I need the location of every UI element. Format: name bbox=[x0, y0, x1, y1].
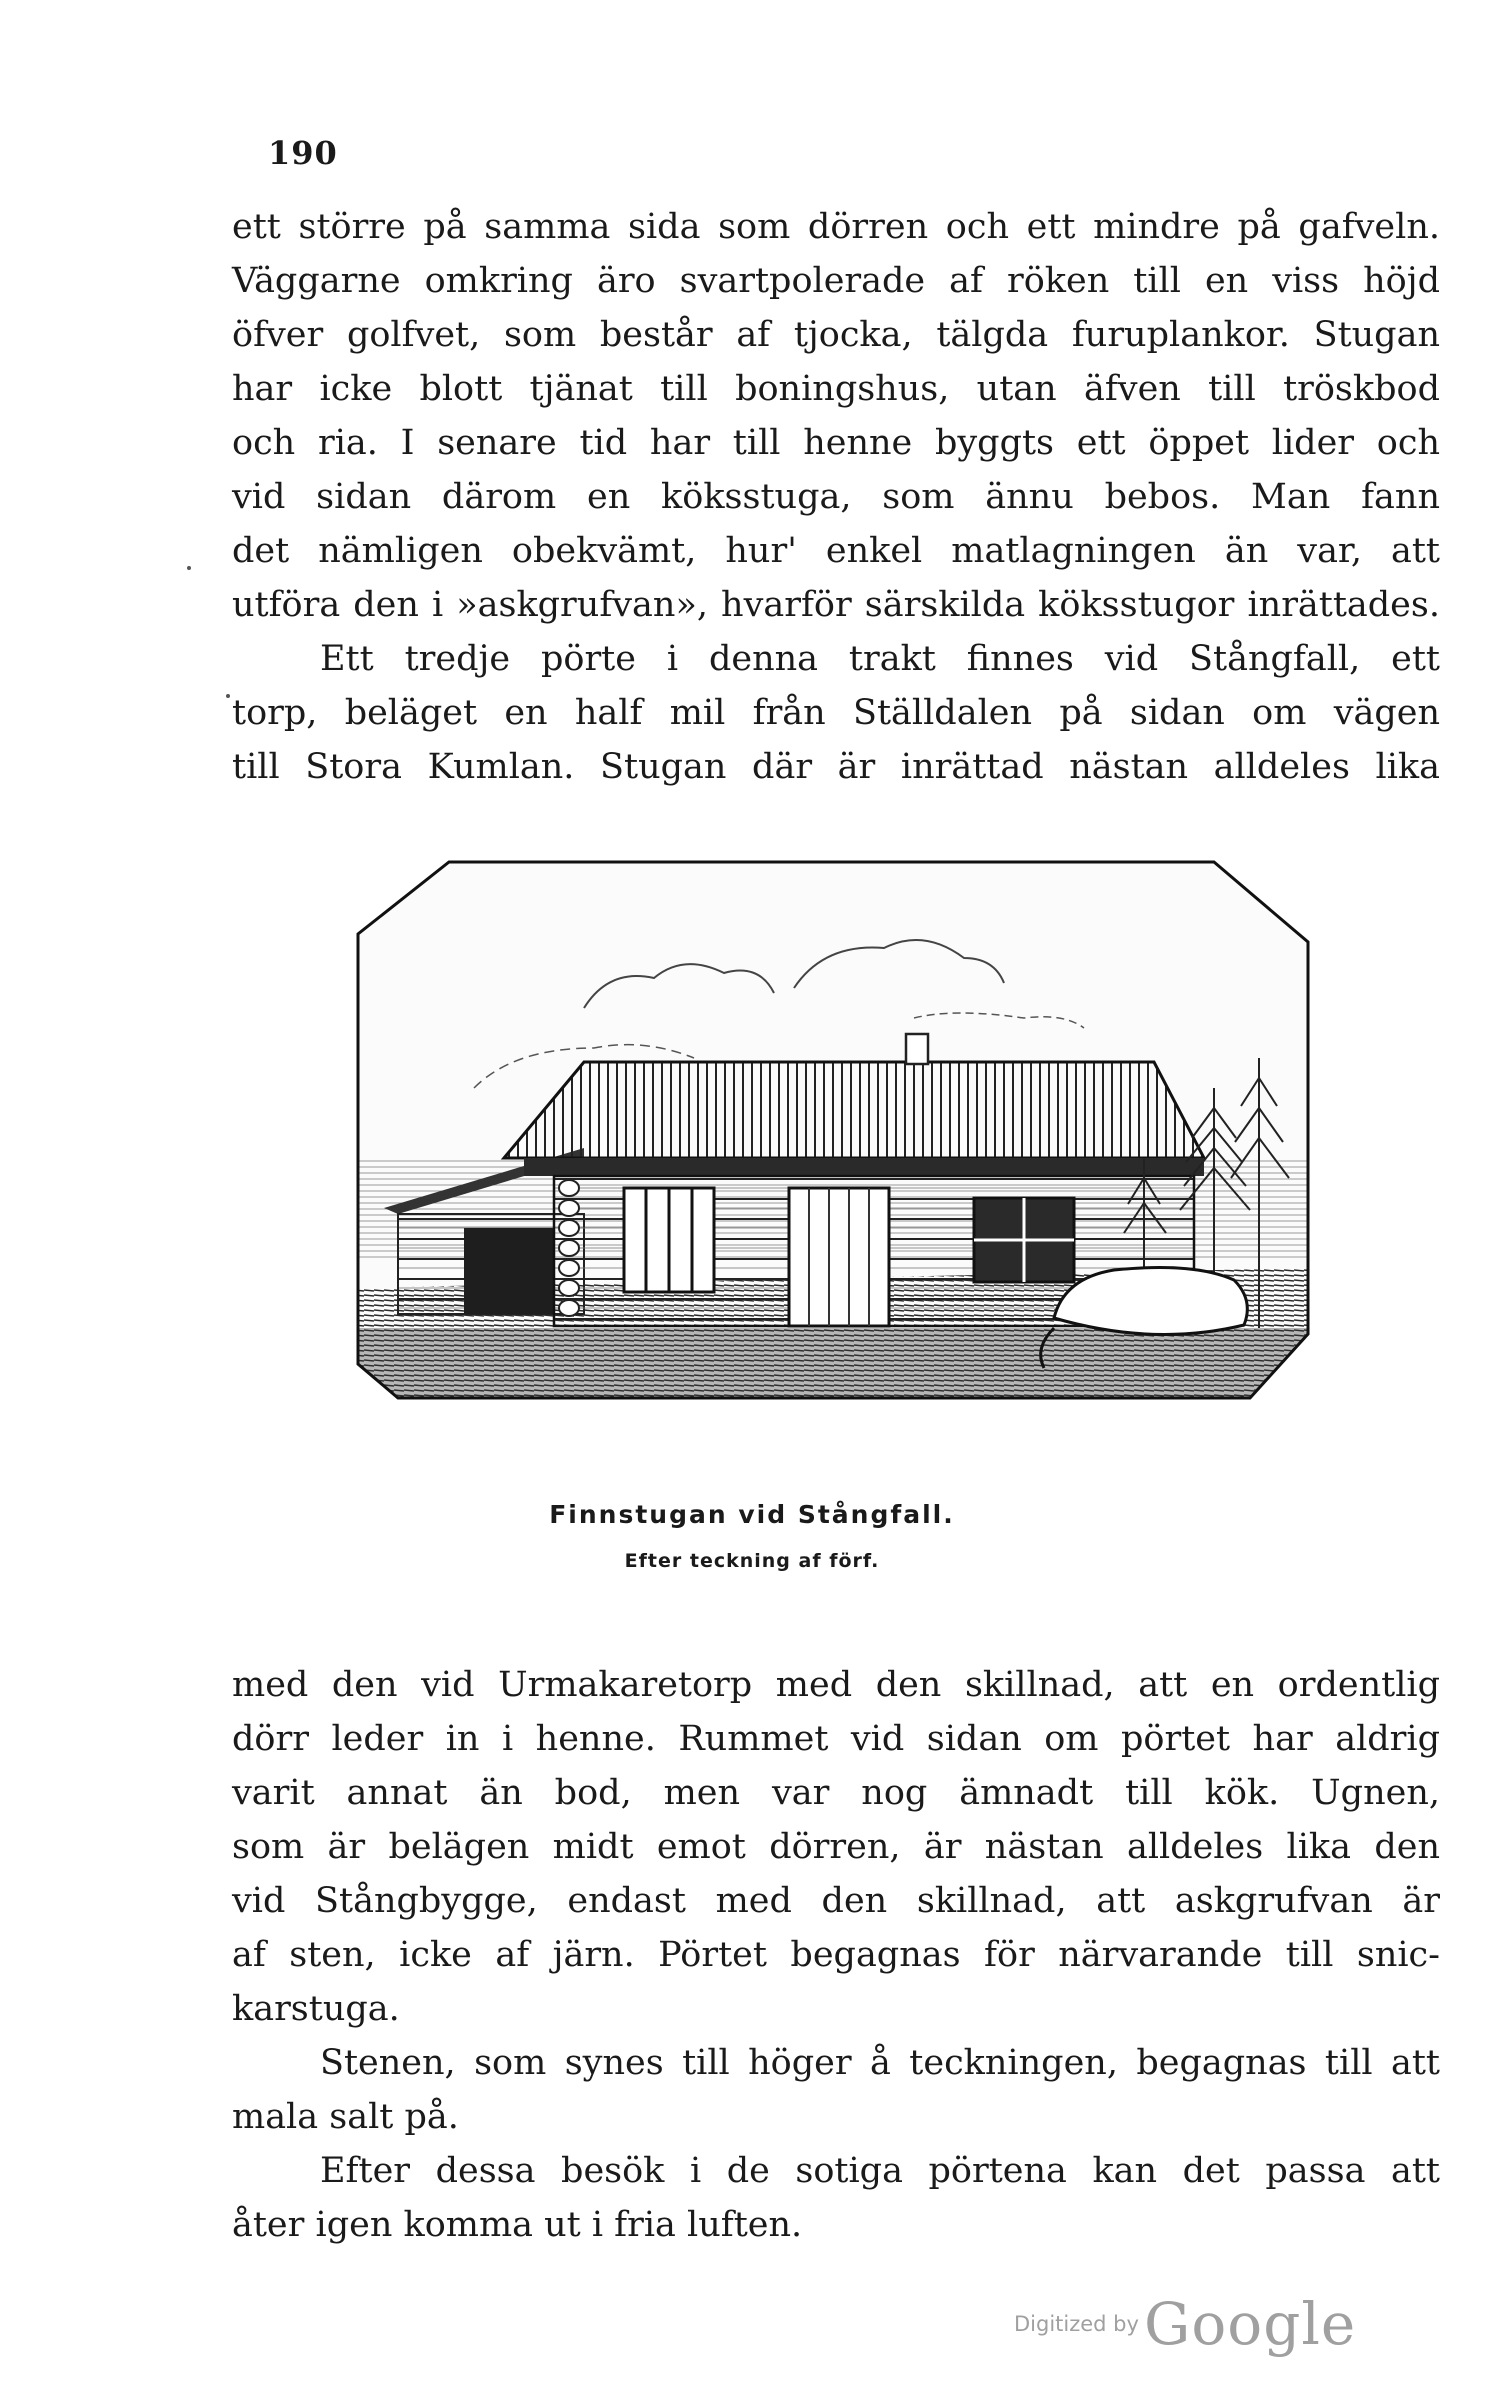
text-line: det nämligen obekvämt, hur' enkel matlagningen än var, att bbox=[232, 531, 1440, 571]
text-line: Stenen, som synes till höger å teckningen, begagnas till att bbox=[320, 2043, 1440, 2083]
page-number: 190 bbox=[268, 134, 338, 172]
text-line: Ett tredje pörte i denna trakt finnes vid Stångfall, ett bbox=[320, 639, 1440, 679]
text-line: ett större på samma sida som dörren och ett mindre på gafveln. bbox=[232, 207, 1440, 247]
paragraph-top bbox=[232, 200, 1440, 794]
figure-caption: Finnstugan vid Stångfall. bbox=[549, 1500, 955, 1529]
margin-mark bbox=[226, 694, 230, 698]
text-line: och ria. I senare tid har till henne byggts ett öppet lider och bbox=[232, 423, 1440, 463]
text-line: Efter dessa besök i de sotiga pörtena kan det passa att bbox=[320, 2151, 1440, 2191]
text-line: af sten, icke af järn. Pörtet begagnas för närvarande till snic- bbox=[232, 1935, 1440, 1975]
text-line: vid sidan därom en köksstuga, som ännu bebos. Man fann bbox=[232, 477, 1440, 517]
text-line: torp, beläget en half mil från Ställdalen på sidan om vägen bbox=[232, 693, 1440, 733]
text-line: åter igen komma ut i fria luften. bbox=[232, 2205, 803, 2245]
text-line: till Stora Kumlan. Stugan där är inrättad nästan alldeles lika bbox=[232, 747, 1440, 787]
text-line: som är belägen midt emot dörren, är nästan alldeles lika den bbox=[232, 1827, 1440, 1867]
watermark-prefix: Digitized by bbox=[1014, 2312, 1139, 2336]
digitized-watermark bbox=[1014, 2290, 1356, 2358]
text-line: Väggarne omkring äro svartpolerade af röken till en viss höjd bbox=[232, 261, 1440, 301]
text-line: har icke blott tjänat till boningshus, utan äfven till tröskbod bbox=[232, 369, 1440, 409]
text-line: karstuga. bbox=[232, 1989, 400, 2029]
text-line: öfver golfvet, som består af tjocka, tälgda furuplankor. Stugan bbox=[232, 315, 1440, 355]
text-line: mala salt på. bbox=[232, 2097, 459, 2137]
text-line: dörr leder in i henne. Rummet vid sidan om pörtet har aldrig bbox=[232, 1719, 1440, 1759]
text-line: vid Stångbygge, endast med den skillnad, att askgrufvan är bbox=[232, 1881, 1440, 1921]
paragraph-bottom bbox=[232, 1658, 1440, 2252]
figure-credit: Efter teckning af förf. bbox=[624, 1550, 880, 1572]
margin-mark bbox=[187, 566, 191, 570]
text-line: utföra den i »askgrufvan», hvarför särskilda köksstugor inrättades. bbox=[232, 585, 1440, 625]
cabin-illustration bbox=[354, 858, 1312, 1404]
text-line: varit annat än bod, men var nog ämnadt till kök. Ugnen, bbox=[232, 1773, 1440, 1813]
google-logo: Google bbox=[1144, 2290, 1357, 2358]
text-line: med den vid Urmakaretorp med den skillnad, att en ordentlig bbox=[232, 1665, 1440, 1705]
